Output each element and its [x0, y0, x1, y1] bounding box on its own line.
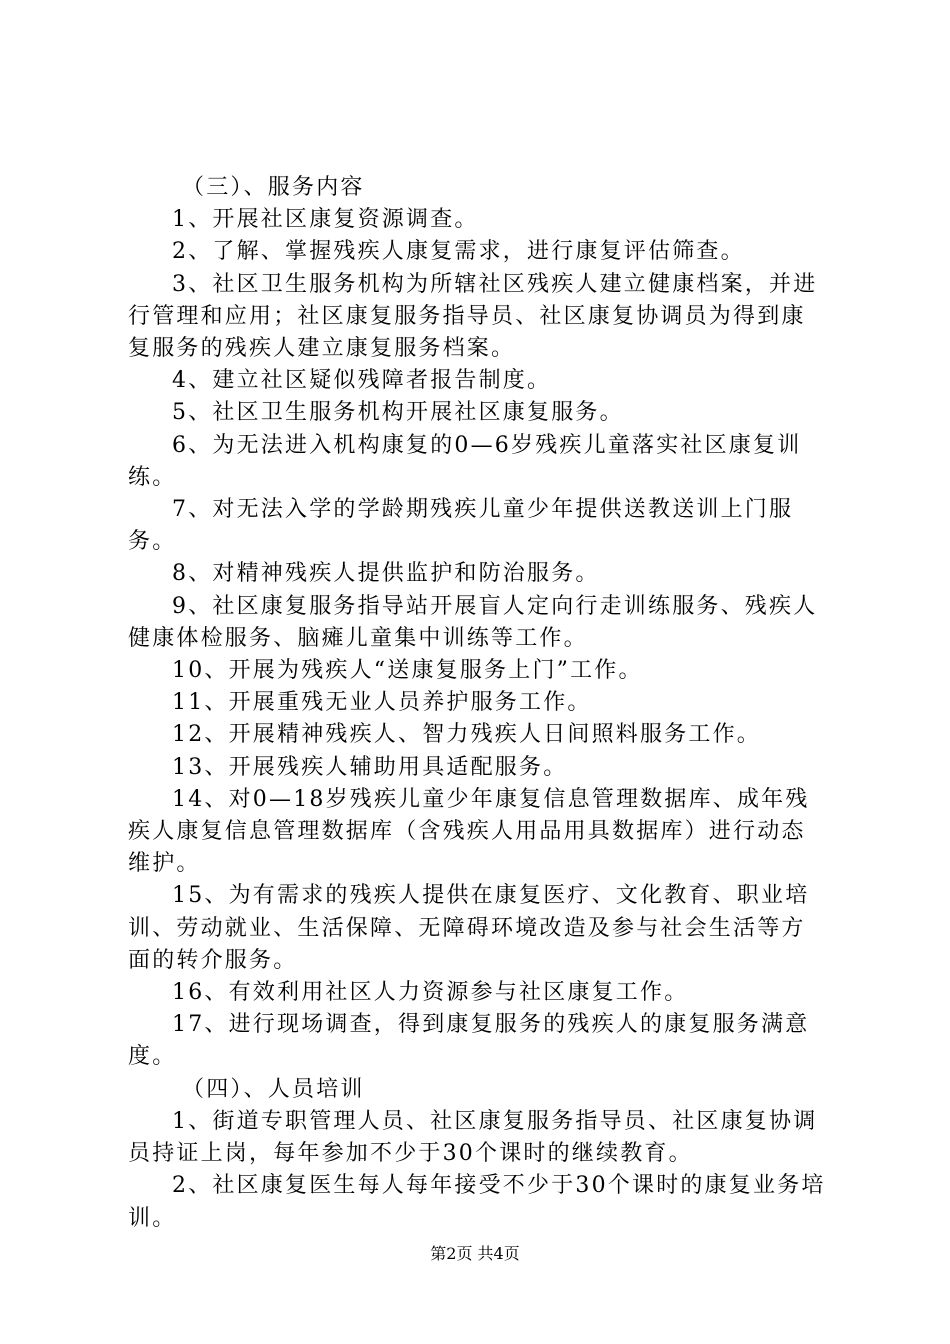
list-item: 11、开展重残无业人员养护服务工作。 — [172, 690, 592, 716]
list-item: 5、社区卫生服务机构开展社区康复服务。 — [172, 400, 624, 426]
list-item: 6、为无法进入机构康复的0—6岁残疾儿童落实社区康复训练。 — [128, 432, 802, 490]
list-item: 15、为有需求的残疾人提供在康复医疗、文化教育、职业培训、劳动就业、生活保障、无障碍环境改造及参与社会生活等方面的转介服务。 — [128, 883, 810, 973]
list-item: 9、社区康复服务指导站开展盲人定向行走训练服务、残疾人健康体检服务、脑瘫儿童集中训练等工作。 — [128, 593, 818, 651]
list-item: 3、社区卫生服务机构为所辖社区残疾人建立健康档案，并进行管理和应用；社区康复服务指导员、社区康复协调员为得到康复服务的残疾人建立康复服务档案。 — [128, 271, 818, 362]
list-item: 2、了解、掌握残疾人康复需求，进行康复评估筛查。 — [172, 239, 745, 265]
list-item: 16、有效利用社区人力资源参与社区康复工作。 — [172, 980, 689, 1006]
list-item: 1、街道专职管理人员、社区康复服务指导员、社区康复协调员持证上岗，每年参加不少于30个课时的继续教育。 — [128, 1108, 818, 1167]
list-item: 13、开展残疾人辅助用具适配服务。 — [172, 754, 568, 780]
document-body — [128, 172, 828, 1235]
list-item: 17、进行现场调查，得到康复服务的残疾人的康复服务满意度。 — [128, 1012, 810, 1070]
list-item: 2、社区康复医生每人每年接受不少于30个课时的康复业务培训。 — [128, 1173, 826, 1231]
list-item: 10、开展为残疾人“送康复服务上门”工作。 — [172, 658, 643, 684]
list-item: 4、建立社区疑似残障者报告制度。 — [172, 368, 552, 394]
list-item: 12、开展精神残疾人、智力残疾人日间照料服务工作。 — [172, 722, 761, 748]
page-number-footer: 第2页 共4页 — [430, 1244, 520, 1263]
section-heading: （三）、服务内容 — [182, 175, 365, 200]
section-heading: （四）、人员培训 — [182, 1076, 365, 1102]
list-item: 14、对0—18岁残疾儿童少年康复信息管理数据库、成年残疾人康复信息管理数据库（含残疾人用品用具数据库）进行动态维护。 — [128, 786, 810, 877]
list-item: 8、对精神残疾人提供监护和防治服务。 — [172, 561, 600, 587]
list-item: 1、开展社区康复资源调查。 — [172, 207, 479, 233]
list-item: 7、对无法入学的学龄期残疾儿童少年提供送教送训上门服务。 — [128, 497, 794, 555]
